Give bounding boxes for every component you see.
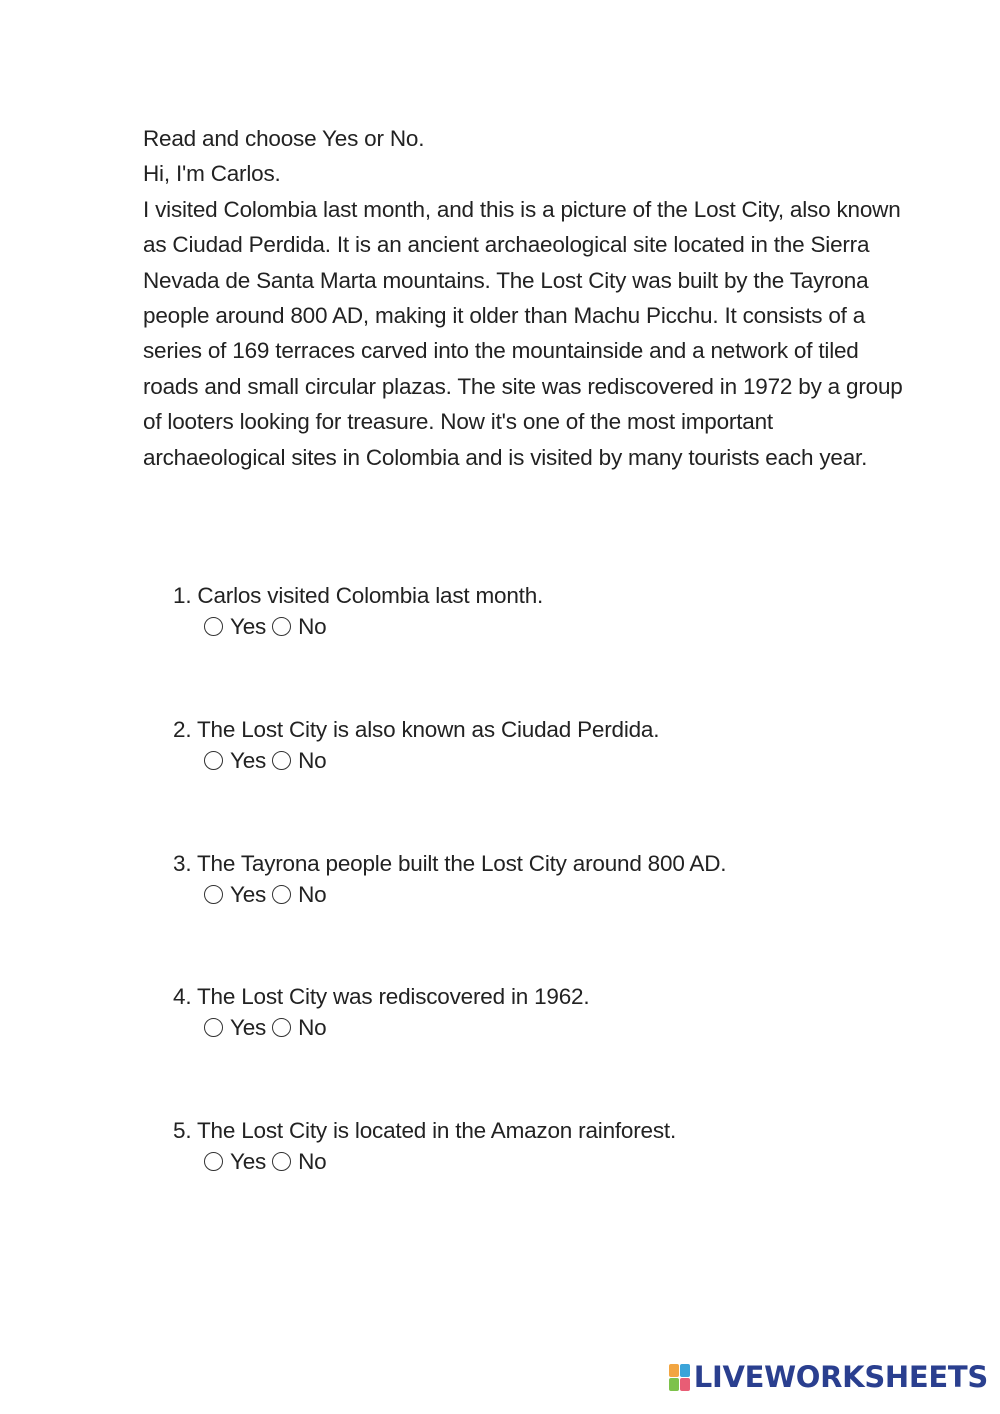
answer-options [204, 745, 933, 776]
option-no[interactable] [272, 745, 326, 776]
radio-no[interactable] [272, 885, 291, 904]
question-1 [173, 580, 933, 714]
question-3 [173, 848, 933, 982]
option-no-label: No [298, 747, 327, 773]
option-yes-label: Yes [230, 881, 267, 907]
option-no-label: No [298, 1149, 327, 1174]
radio-yes[interactable] [204, 885, 223, 904]
radio-yes[interactable] [204, 751, 223, 770]
logo-mark-icon [669, 1364, 690, 1391]
question-text: 2. The Lost City is also known as Ciudad Perdida. [173, 716, 660, 742]
question-text: 3. The Tayrona people built the Lost City around 800 AD. [173, 850, 727, 876]
answer-options [204, 1012, 933, 1043]
option-yes[interactable] [204, 611, 266, 642]
question-4 [173, 981, 933, 1115]
radio-yes[interactable] [204, 617, 223, 636]
radio-yes[interactable] [204, 1018, 223, 1037]
question-text: 4. The Lost City was rediscovered in 1962. [173, 984, 590, 1010]
option-no[interactable] [272, 611, 326, 642]
instruction-text: Read and choose Yes or No. [143, 126, 425, 151]
question-5 [173, 1115, 933, 1249]
question-2 [173, 714, 933, 848]
answer-options [204, 1146, 933, 1177]
logo-square [680, 1378, 690, 1391]
option-no-label: No [298, 881, 327, 907]
logo-text: LIVEWORKSHEETS [693, 1360, 988, 1394]
radio-no[interactable] [272, 617, 291, 636]
option-yes[interactable] [204, 1012, 266, 1043]
option-yes[interactable] [204, 1146, 266, 1177]
passage-text: I visited Colombia last month, and this is a picture of the Lost City, also known as Ciudad Perdida. It is an ancient archaeological site located in the Sierra Nevada de Santa Marta mountains. The Lost City was built by the Tayrona people around 800 AD, making it older than Machu Picchu. It consists of a series of 169 terraces carved into the mountainside and a network of tiled roads and small circular plazas. The site was rediscovered in 1972 by a group of looters looking for treasure. Now it's one of the most important archaeological sites in Colombia and is visited by many tourists each year. [143, 196, 903, 470]
option-yes[interactable] [204, 879, 266, 910]
questions-list [173, 580, 933, 1249]
option-no-label: No [298, 614, 327, 639]
option-yes[interactable] [204, 745, 266, 776]
answer-options [204, 611, 933, 642]
question-text: 1. Carlos visited Colombia last month. [173, 583, 544, 608]
option-yes-label: Yes [230, 747, 267, 773]
radio-no[interactable] [272, 1018, 291, 1037]
question-text: 5. The Lost City is located in the Amazon rainforest. [173, 1118, 676, 1143]
option-no[interactable] [272, 1146, 326, 1177]
greeting-text: Hi, I'm Carlos. [143, 161, 281, 187]
logo-square [669, 1364, 679, 1377]
radio-no[interactable] [272, 1152, 291, 1171]
option-no[interactable] [272, 1012, 326, 1043]
logo-square [669, 1378, 679, 1391]
radio-no[interactable] [272, 751, 291, 770]
option-yes-label: Yes [230, 1149, 267, 1174]
option-no-label: No [298, 1015, 327, 1041]
liveworksheets-logo [669, 1360, 988, 1394]
option-yes-label: Yes [230, 1015, 267, 1041]
radio-yes[interactable] [204, 1152, 223, 1171]
logo-square [680, 1364, 690, 1377]
option-no[interactable] [272, 879, 326, 910]
option-yes-label: Yes [230, 614, 267, 639]
answer-options [204, 879, 933, 910]
reading-section [143, 121, 903, 475]
